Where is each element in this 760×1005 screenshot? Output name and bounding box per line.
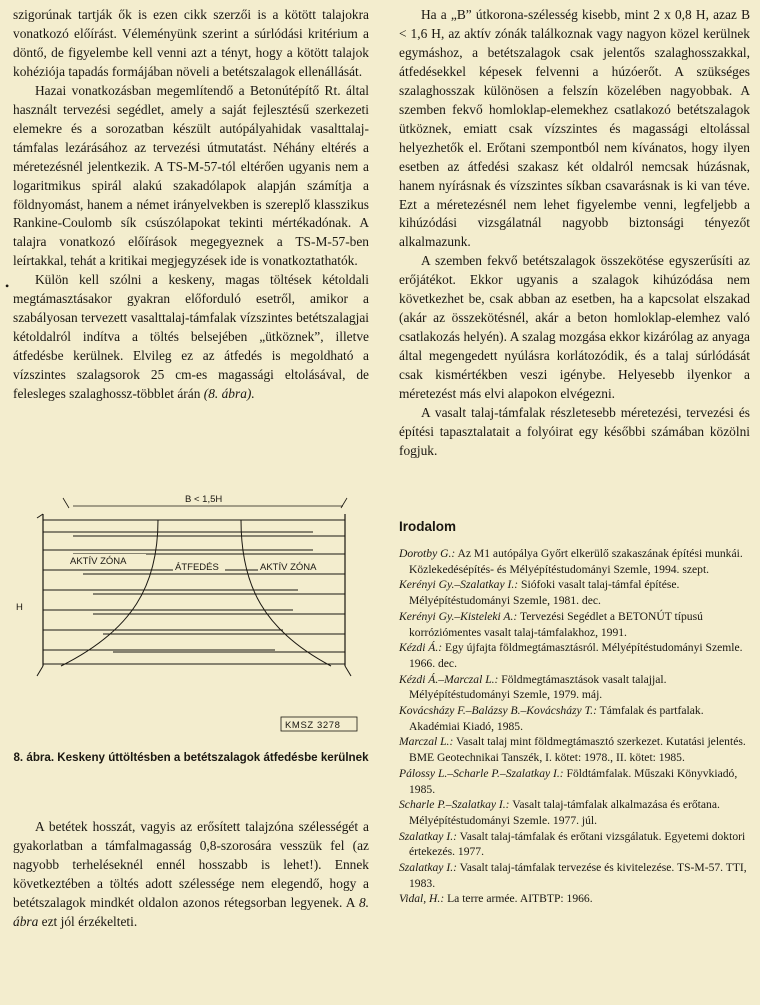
reference-item: [399, 829, 751, 860]
left-column: [13, 6, 369, 404]
reference-item: [399, 640, 751, 671]
reference-author: Szalatkay I.:: [399, 861, 457, 875]
overlap-label: ÁTFEDÉS: [175, 562, 219, 573]
reference-author: Marczal L.:: [399, 735, 454, 749]
reference-author: Scharle P.–Szalatkay I.:: [399, 798, 510, 812]
figure-reference-lower: 8. ábra: [13, 894, 369, 929]
reference-item: [399, 891, 751, 907]
paragraph-szemben: A szemben fekvő betétszalagok összekötése egyszerűsíti az erőjátékot. Ekkor ugyanis a szalagok kihúzódása nem következhet be, csak abban az esetben, ha a kapcsolat elszakad (akár az összekötésnél, akár a beton homloklap-elemhez való csatlakozás helyén). A szalag mozgása ekkor kizárólag az anyaga által megengedett nyúlásra korlátozódik, és a talaj súrlódását csak kismértékben veszi igénybe. Helyesebb ilyenkor a méretezést más elvi alapokon elvégezni.: [399, 253, 750, 402]
figure-8: [13, 490, 369, 790]
dimension-label-b: B < 1,5H: [185, 494, 223, 505]
reference-text: Földmegtámasztások vasalt talajjal. Mélyépítéstudományi Szemle, 1979. máj.: [409, 672, 667, 702]
reference-text: Egy újfajta földmegtámasztásról. Mélyépítéstudományi Szemle. 1966. dec.: [409, 641, 743, 670]
reference-item: [399, 703, 751, 734]
reference-text: Vasalt talaj mint földmegtámasztó szerkezet. Kutatási jelentés. BME Geotechnikai Tanszék, I. kötet: 1978., II. kötet: 1985.: [409, 735, 746, 765]
reference-item: [399, 860, 751, 891]
paragraph-ha-b: Ha a „B” útkorona-szélesség kisebb, mint 2 x 0,8 H, azaz B < 1,6 H, az aktív zónák találkoznak vagy nagyon közel kerülnek egymáshoz, a betétszalagok csak jelentős szalaghosszakkal, átfedésekkel képesek felvenni a húzóerőt. A szükséges szalaghosszak különösen a felszín közelében nagyobbak. A szemben fekvő homloklap-elemekhez csatlakozó betétszalagok ütköznek, emiatt csak vízszintes és magassági eltolással helyezhetők el. Erőtani szempontból nem kívánatos, hogy ilyen esetben az átfedési szakasz két oldalról nemcsak húzásnak, hanem nyírásnak és vízszintes síkban csavarásnak is ki van téve. Ezt a méretezésnél nem lehet figyelembe venni, legfeljebb a kihúzódási vizsgálatnál nagyobb biztonsági tényezőt alkalmazunk.: [399, 7, 750, 250]
reference-text: Az M1 autópálya Győrt elkerülő szakaszának építési munkái. Közlekedésépítés- és Mélyépítéstudományi Szemle, 1994. szept.: [409, 547, 743, 576]
right-column: [399, 6, 750, 461]
reference-text: Földtámfalak. Műszaki Könyvkiadó, 1985.: [409, 766, 738, 796]
reference-author: Szalatkay I.:: [399, 829, 457, 843]
left-active-zone-label: AKTÍV ZÓNA: [70, 556, 127, 567]
reference-item: [399, 609, 751, 640]
reference-list: [399, 546, 751, 907]
margin-dot: •: [5, 279, 10, 293]
reference-item: [399, 577, 751, 608]
reference-text: Vasalt talaj-támfalak alkalmazása és erőtana. Mélyépítéstudományi Szemle. 1977. júl.: [409, 798, 720, 827]
paragraph-intro: szigorúnak tartják ők is ezen cikk szerzői is a kötött talajokra vonatkozó előírást. Véleményünk szerint a súrlódási kritérium a döntő, de figyelembe kell venni azt a tényt, hogy a kötött talajok kohéziója tapadás formájában növeli a betétszalagok ellenállását.: [13, 7, 369, 79]
figure-diagram: [13, 490, 369, 750]
paragraph-betetek: [13, 818, 369, 932]
reference-item: [399, 766, 751, 797]
reference-author: Kerényi Gy.–Szalatkay I.:: [399, 578, 519, 592]
figure-stamp: KMSZ 3278: [285, 720, 341, 731]
reference-author: Kézdi Á.:: [399, 641, 443, 655]
reference-author: Kovácsházy F.–Balázsy B.–Kovácsházy T.:: [399, 704, 597, 718]
paragraph-betetek-end: ezt jól érzékelteti.: [38, 913, 138, 929]
reference-author: Dorotby G.:: [399, 547, 456, 560]
left-lower-text: [13, 818, 369, 932]
references-heading: Irodalom: [399, 519, 457, 534]
figure-reference: (8. ábra).: [203, 386, 255, 402]
reference-text: Siófoki vasalt talaj-támfal építése. Mélyépítéstudományi Szemle, 1981. dec.: [409, 578, 680, 608]
reference-text: Vasalt talaj-támfalak és erőtani vizsgálatuk. Egyetemi doktori értekezés. 1977.: [409, 829, 746, 859]
reference-item: [399, 734, 751, 765]
paragraph-betetek-start: A betétek hosszát, vagyis az erősített talajzóna szélességét a gyakorlatban a támfalmagasság 0,8-szorosára vesszük fel (az nagyobb terheléseknél ennél hosszabb is lehet!). Ennek következtében a töltés adott szélessége nem elegendő, hogy a betétszalagok mindkét oldalon azonos rétegsorban legyenek. A: [13, 819, 369, 910]
reference-item: [399, 546, 751, 577]
reference-author: Pálossy L.–Scharle P.–Szalatkay I.:: [399, 766, 564, 780]
right-active-zone-label: AKTÍV ZÓNA: [260, 562, 317, 573]
height-label: H: [16, 602, 23, 613]
paragraph-hazai: Hazai vonatkozásban megemlítendő a Betonútépítő Rt. által használt tervezési segédlet, amely a saját fejlesztésű szerkezeti elemekre és a sorozatban készült autópályahidak vasalttalaj-támfalas lezárásához az tervezési útmutatást. Néhány eltérés a méretezésnél jelentkezik. A TS-M-57-tól eltérően ugyanis nem a logaritmikus spirál alakú szakadólapok alapján számítja a földnyomást, hanem a német irányelvekben is szereplő klasszikus Rankine-Coulomb sík csúszólapokat tekinti mértékadónak. A talajra vonatkozó előírások megegyeznek a TS-M-57-ben leírtakkal, tehát a kritikai megjegyzések ide is vonatkoztathatók.: [13, 82, 369, 269]
reference-item: [399, 672, 751, 703]
paragraph-keskeny-text: Külön kell szólni a keskeny, magas töltések kétoldali megtámasztásakor gyakran előforduló esetről, amikor a szabályosan tervezett vasalttalaj-támfalak vízszintes betétszalagjai kétoldalról indítva a töltés belsejében „ütköznek”, illetve átfedésbe kerülnek. Elvileg ez az átfedés is megoldható a vízszintes szalagsorok 25 cm-es magassági eltolásával, de felesleges szalaghossz-többlet árán: [13, 272, 369, 402]
reference-author: Vidal, H.:: [399, 892, 445, 906]
paragraph-keskeny: [13, 271, 369, 404]
figure-caption: 8. ábra. Keskeny úttöltésben a betétszalagok átfedésbe kerülnek: [13, 751, 369, 764]
reference-author: Kerényi Gy.–Kisteleki A.:: [399, 609, 518, 623]
reference-text: Vasalt talaj-támfalak tervezése és kivitelezése. TS-M-57. TTI, 1983.: [409, 861, 747, 890]
paragraph-vasalt: A vasalt talaj-támfalak részletesebb méretezési, tervezési és építési tapasztalatait a folyóirat egy későbbi számában közölni fogjuk.: [399, 405, 750, 458]
reference-item: [399, 797, 751, 828]
reference-text: Tervezési Segédlet a BETONÚT típusú korróziómentes vasalt talaj-támfalakhoz, 1991.: [409, 609, 703, 639]
reference-text: La terre armée. AITBTP: 1966.: [444, 892, 593, 906]
reference-text: Támfalak és partfalak. Akadémiai Kiadó, 1985.: [409, 704, 704, 733]
reference-author: Kézdi Á.–Marczal L.:: [399, 672, 499, 686]
